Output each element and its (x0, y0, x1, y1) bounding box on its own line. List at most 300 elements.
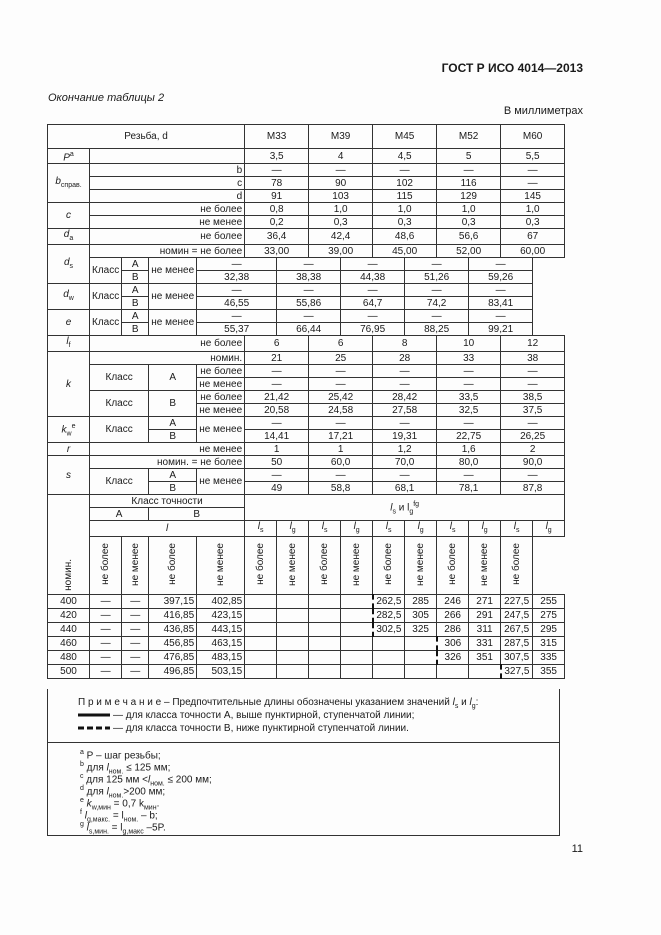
table-row (48, 149, 565, 164)
table-row (48, 258, 565, 271)
vertical-label: не менее (415, 542, 427, 586)
value-cell: 22,75 (437, 430, 501, 443)
note-line-main (78, 697, 478, 710)
length-value (245, 623, 277, 637)
length-value (245, 609, 277, 623)
value-cell: — (277, 284, 341, 297)
value-cell: 116 (437, 177, 501, 190)
standard-code: ГОСТ Р ИСО 4014—2013 (441, 61, 583, 75)
value-cell: 0,3 (501, 216, 565, 229)
value-cell: — (373, 378, 437, 391)
table-row (48, 537, 565, 595)
value-cell: 56,6 (437, 229, 501, 245)
value-cell: — (405, 284, 469, 297)
value-cell: 32,38 (197, 271, 277, 284)
symbol: c (66, 210, 71, 222)
value-cell: — (309, 469, 373, 482)
table-cell (341, 521, 373, 537)
value-cell: 59,26 (469, 271, 533, 284)
value-cell: 1,6 (437, 443, 501, 456)
value-cell: — (437, 365, 501, 378)
table-cell: Класс (90, 391, 149, 417)
vertical-label: не менее (479, 542, 491, 586)
table-cell: не менее (149, 284, 197, 310)
value-cell: 26,25 (501, 430, 565, 443)
fn-mark-f: f (80, 809, 82, 816)
value-cell: 1,2 (373, 443, 437, 456)
fn-mid-g: = l (108, 822, 123, 834)
value-cell: 4 (309, 149, 373, 164)
fn-mark-e: e (80, 797, 84, 804)
value-cell: 38 (501, 352, 565, 365)
length-value (309, 665, 341, 679)
value-cell: 6 (309, 336, 373, 352)
table-cell: 503,15 (197, 665, 245, 679)
table-cell: 483,15 (197, 651, 245, 665)
value-cell: 1,0 (309, 203, 373, 216)
fn-rest-d: >200 мм; (123, 786, 166, 798)
table-cell (245, 521, 277, 537)
length-value: 331 (469, 637, 501, 651)
value-cell: 1,0 (437, 203, 501, 216)
table-cell: Класс (90, 469, 149, 495)
length-value (309, 651, 341, 665)
value-cell: 42,4 (309, 229, 373, 245)
value-cell: — (341, 284, 405, 297)
table-row (48, 164, 565, 177)
value-cell: 28,42 (373, 391, 437, 404)
value-cell: 46,55 (197, 297, 277, 310)
row-label-kw (48, 417, 90, 443)
fn-sub-g: s,мин. (88, 828, 109, 836)
symbol: l (353, 521, 356, 533)
dashed-line-icon (78, 726, 110, 730)
value-cell: 70,0 (373, 456, 437, 469)
value-cell: 45,00 (373, 245, 437, 258)
table-cell: b (90, 164, 245, 177)
vertical-label: не менее (351, 542, 363, 586)
symbol: l (513, 521, 516, 533)
length-value: 315 (533, 637, 565, 651)
length-value (341, 637, 373, 651)
value-cell: 90,0 (501, 456, 565, 469)
length-value (405, 637, 437, 651)
value-cell: 76,95 (341, 323, 405, 336)
row-label-k (48, 352, 90, 417)
symbol: l (66, 336, 69, 348)
symbol-sup: fg (413, 500, 420, 508)
table-row (48, 229, 565, 245)
table-cell (122, 537, 149, 595)
length-value: 266 (437, 609, 469, 623)
table-cell: A (122, 284, 149, 297)
fn-text-f: l (81, 810, 87, 822)
fn-mark-a: a (80, 749, 84, 756)
note-solid-text: — для класса точности A, выше пунктирной, ступенчатой линии; (113, 710, 415, 721)
symbol: l (321, 521, 324, 533)
table-cell: — (90, 665, 122, 679)
note-ls: l (452, 697, 455, 708)
fn-mark-c: c (80, 773, 84, 780)
value-cell: — (245, 378, 309, 391)
length-value: 227,5 (501, 595, 533, 609)
note-dashed-line (78, 723, 409, 734)
table-cell (90, 149, 245, 164)
table-row (48, 469, 565, 482)
note-colon: : (475, 697, 479, 708)
vertical-label: не менее (287, 542, 299, 586)
fn-sub-b: ном. (108, 768, 124, 776)
length-value (245, 665, 277, 679)
value-cell: 51,26 (405, 271, 469, 284)
length-value: 285 (405, 595, 437, 609)
table-row (48, 125, 565, 149)
nominal-length: 400 (48, 595, 90, 609)
thread-header: Резьба, d (48, 125, 245, 149)
value-cell: — (245, 417, 309, 430)
symbol-sub: s (452, 527, 456, 535)
fn-text-d: для (83, 786, 107, 798)
length-value: 351 (469, 651, 501, 665)
page-number: 11 (571, 843, 583, 855)
table-row (48, 216, 565, 229)
value-cell: 12 (501, 336, 565, 352)
symbol-sub: g (547, 527, 552, 535)
ls-lg-header (245, 495, 565, 521)
length-value: 275 (533, 609, 565, 623)
length-value (245, 595, 277, 609)
fn-rest-g: –5P. (143, 822, 166, 834)
value-cell: 14,41 (245, 430, 309, 443)
table-cell: — (122, 637, 149, 651)
value-cell: — (437, 469, 501, 482)
length-value: 295 (533, 623, 565, 637)
fn-l-b: l (106, 762, 109, 774)
symbol: l (385, 521, 388, 533)
value-cell: 38,38 (277, 271, 341, 284)
symbol-sub: s (392, 507, 396, 515)
value-cell: — (373, 164, 437, 177)
value-cell: — (341, 310, 405, 323)
table-row (48, 352, 565, 365)
fn-rest-e: . (156, 798, 160, 810)
table-cell: — (90, 623, 122, 637)
nominal-length: 500 (48, 665, 90, 679)
value-cell: 0,3 (437, 216, 501, 229)
value-cell: 99,21 (469, 323, 533, 336)
table-cell (533, 521, 565, 537)
table-cell (90, 537, 122, 595)
solid-line-icon (78, 713, 110, 717)
value-cell: 55,86 (277, 297, 341, 310)
length-value (341, 609, 373, 623)
symbol-sub: справ. (60, 181, 82, 189)
length-value: 305 (405, 609, 437, 623)
length-value: 287,5 (501, 637, 533, 651)
length-value (373, 637, 405, 651)
row-label-lf (48, 336, 90, 352)
vertical-label: не менее (215, 542, 227, 586)
length-value (309, 595, 341, 609)
table-cell: — (122, 665, 149, 679)
note-dashed-text: — для класса точности B, ниже пунктирной ступенчатой линии. (113, 723, 409, 734)
value-cell: — (373, 365, 437, 378)
value-cell: 83,41 (469, 297, 533, 310)
value-cell: 33 (437, 352, 501, 365)
length-value: 307,5 (501, 651, 533, 665)
table-cell: номин = не более (90, 245, 245, 258)
symbol-sub: g (409, 507, 414, 515)
length-value (469, 665, 501, 679)
symbol-sub: s (69, 262, 74, 270)
length-value: 335 (533, 651, 565, 665)
table-cell: 463,15 (197, 637, 245, 651)
table-cell: B (149, 430, 197, 443)
symbol-sub: s (516, 527, 520, 535)
table-cell: не менее (197, 469, 245, 495)
fn-sub-f: g,макс. (86, 816, 111, 824)
table-cell: Класс (90, 310, 122, 336)
fn-rest-f: – b; (138, 810, 158, 822)
value-cell: 49 (245, 482, 309, 495)
symbol-sub: g (355, 527, 360, 535)
vertical-label: не более (100, 543, 112, 586)
table-cell (277, 537, 309, 595)
fn-text-e: k (83, 798, 92, 810)
value-cell: 48,6 (373, 229, 437, 245)
table-row (48, 495, 565, 508)
table-cell: 443,15 (197, 623, 245, 637)
table-row (48, 365, 565, 378)
value-cell: — (469, 310, 533, 323)
table-row (48, 336, 565, 352)
value-cell: 17,21 (309, 430, 373, 443)
table-cell: B (122, 297, 149, 310)
value-cell: 1,0 (501, 203, 565, 216)
value-cell: — (469, 284, 533, 297)
value-cell: 32,5 (437, 404, 501, 417)
fn-mark-b: b (80, 761, 84, 768)
table-cell: B (122, 323, 149, 336)
length-value (245, 637, 277, 651)
and: и l (395, 501, 410, 513)
length-value (341, 665, 373, 679)
symbol: r (66, 443, 71, 455)
length-value (277, 637, 309, 651)
length-value: 246 (437, 595, 469, 609)
symbol: l (165, 523, 169, 535)
fn-text-g: l (83, 822, 89, 834)
value-cell: 0,2 (245, 216, 309, 229)
value-cell: — (437, 378, 501, 391)
table-cell (149, 537, 197, 595)
length-value (341, 623, 373, 637)
value-cell: — (373, 469, 437, 482)
length-value (277, 665, 309, 679)
row-label-e (48, 310, 90, 336)
footnote-g (80, 819, 166, 837)
value-cell: — (437, 417, 501, 430)
note-title: П р и м е ч а н и е (78, 697, 162, 708)
table-cell (469, 521, 501, 537)
table-cell (437, 521, 469, 537)
table-cell: A (149, 365, 197, 391)
value-cell: 67 (501, 229, 565, 245)
table-row (48, 310, 565, 323)
table-cell: 476,85 (149, 651, 197, 665)
symbol-sub: g (419, 527, 424, 535)
vertical-label: не более (255, 543, 267, 586)
symbol: b (55, 175, 61, 187)
length-value (405, 651, 437, 665)
l-header (90, 521, 245, 537)
length-value: 302,5 (373, 623, 405, 637)
value-cell: 0,8 (245, 203, 309, 216)
length-value (437, 665, 469, 679)
symbol-sub: g (291, 527, 296, 535)
value-cell: 55,37 (197, 323, 277, 336)
symbol: l (417, 521, 420, 533)
row-label-dw (48, 284, 90, 310)
note-text: – Предпочтительные длины обозначены указанием значений (161, 697, 453, 708)
table-row (48, 271, 565, 284)
symbol: k (66, 378, 71, 390)
length-value: 327,5 (501, 665, 533, 679)
symbol-sub: w (66, 429, 72, 437)
table-cell (309, 521, 341, 537)
fn-mid-e: = 0,7 k (110, 798, 144, 810)
table-cell: 423,15 (197, 609, 245, 623)
value-cell: 68,1 (373, 482, 437, 495)
vertical-label: не более (383, 543, 395, 586)
value-cell: — (501, 417, 565, 430)
value-cell: — (341, 258, 405, 271)
length-value (341, 595, 373, 609)
value-cell: 145 (501, 190, 565, 203)
fn-text-c: для 125 мм < (83, 774, 148, 786)
length-value: 262,5 (373, 595, 405, 609)
length-value: 247,5 (501, 609, 533, 623)
footnotes (47, 742, 560, 836)
value-cell: 1 (245, 443, 309, 456)
value-cell: 87,8 (501, 482, 565, 495)
value-cell: — (245, 469, 309, 482)
value-cell: 28 (373, 352, 437, 365)
table-cell (341, 537, 373, 595)
table-cell (405, 521, 437, 537)
symbol: l (289, 521, 292, 533)
nominal-length: 420 (48, 609, 90, 623)
value-cell: — (245, 365, 309, 378)
table-cell: не менее (149, 258, 197, 284)
symbol: l (257, 521, 260, 533)
units-label: В миллиметрах (503, 105, 583, 117)
value-cell: 52,00 (437, 245, 501, 258)
note-solid-line (78, 710, 414, 721)
table-cell: — (90, 595, 122, 609)
symbol: l (449, 521, 452, 533)
vertical-label: не более (511, 543, 523, 586)
table-cell: Класс (90, 365, 149, 391)
vertical-label: не более (447, 543, 459, 586)
fn-sub-e: w,мин (91, 804, 111, 812)
table-cell: не менее (197, 404, 245, 417)
fn-sub2-e: мин (143, 804, 157, 812)
length-value (373, 651, 405, 665)
table-cell: Класс (90, 258, 122, 284)
value-cell: 33,00 (245, 245, 309, 258)
value-cell: 80,0 (437, 456, 501, 469)
length-value: 326 (437, 651, 469, 665)
empty-cell (48, 495, 90, 595)
value-cell: 8 (373, 336, 437, 352)
value-cell: — (501, 469, 565, 482)
row-label-P (48, 149, 90, 164)
nominal-length: 440 (48, 623, 90, 637)
fn-rest-c: ≤ 200 мм; (164, 774, 212, 786)
row-label-s (48, 456, 90, 495)
length-value (277, 651, 309, 665)
table-cell: — (90, 609, 122, 623)
symbol-sup: e (71, 422, 76, 430)
symbol-sub: f (68, 342, 71, 350)
value-cell: 37,5 (501, 404, 565, 417)
vertical-label: не менее (129, 542, 141, 586)
table-cell: Класс точности (90, 495, 245, 508)
table-cell: не более (197, 391, 245, 404)
value-cell: 4,5 (373, 149, 437, 164)
nominal-length: 460 (48, 637, 90, 651)
value-cell: — (277, 310, 341, 323)
table-cell: 416,85 (149, 609, 197, 623)
table-row (48, 297, 565, 310)
table-row (48, 177, 565, 190)
value-cell: — (277, 258, 341, 271)
length-value (277, 609, 309, 623)
table-cell: не менее (90, 216, 245, 229)
value-cell: 25,42 (309, 391, 373, 404)
value-cell: 20,58 (245, 404, 309, 417)
table-row (48, 609, 565, 623)
value-cell: 25 (309, 352, 373, 365)
table-cell: не более (197, 365, 245, 378)
table-cell: не более (90, 203, 245, 216)
value-cell: 0,3 (309, 216, 373, 229)
table-cell: d (90, 190, 245, 203)
table-cell: не менее (197, 378, 245, 391)
length-value (245, 651, 277, 665)
table-cell: B (149, 508, 245, 521)
table-cell: 436,85 (149, 623, 197, 637)
symbol: l (481, 521, 484, 533)
value-cell: 50 (245, 456, 309, 469)
table-cell: Класс (90, 417, 149, 443)
value-cell: — (405, 258, 469, 271)
fn-mark-g: g (80, 821, 84, 828)
symbol-sub: w (68, 295, 74, 303)
value-cell: 66,44 (277, 323, 341, 336)
row-label-r (48, 443, 90, 456)
table-row (48, 443, 565, 456)
table-row (48, 637, 565, 651)
note-and: и (458, 697, 470, 708)
table-cell: — (122, 651, 149, 665)
value-cell: 60,00 (501, 245, 565, 258)
value-cell: — (437, 164, 501, 177)
fn-mid-f: = l (110, 810, 124, 822)
length-value (341, 651, 373, 665)
value-cell: 6 (245, 336, 309, 352)
